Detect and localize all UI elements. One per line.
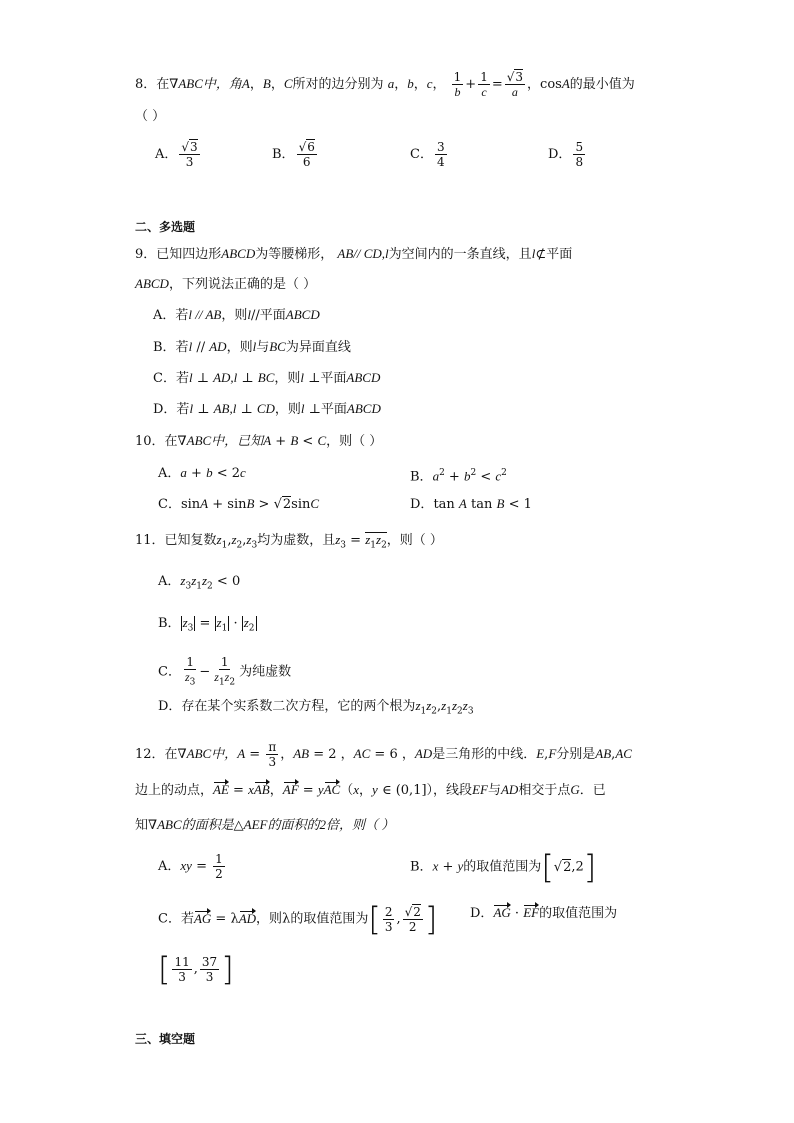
q9-stem: 9．已知四边形ABCD为等腰梯形， AB// CD,l为空间内的一条直线，且l⊄平面 — [135, 246, 573, 262]
q8-stem: 8．在∇ABC中，角A，B，C所对的边分别为 a，b，c， $\frac{1}{b}$ + $\frac{1}{c}$ = √ $\frac{3}{a}$ ，cosA的最小值为 — [135, 70, 635, 99]
section-title: 二、多选题 — [135, 220, 196, 234]
q9-option-c[interactable]: C．若l ⊥ AD,l ⊥ BC，则l ⊥平面ABCD — [153, 370, 381, 386]
q9-option-b[interactable]: B．若l // AD，则l与BC为异面直线 — [153, 339, 351, 355]
q10-stem: 10．在∇ABC中，已知A + B < C，则（ ） — [135, 433, 383, 449]
section-title: 三、填空题 — [135, 1032, 196, 1046]
q10-option-c[interactable]: C．sinA + sinB > √ 2sinC — [158, 495, 319, 514]
q9-option-d[interactable]: D．若l ⊥ AB,l ⊥ CD，则l ⊥平面ABCD — [153, 401, 381, 417]
q12-option-b[interactable]: B．x + y的取值范围为[√ 2,2] — [410, 852, 596, 882]
q11-option-d[interactable]: D．存在某个实系数二次方程，它的两个根为$z_1z_2,z_1z_2z_3$ — [158, 698, 474, 717]
q11-option-b[interactable]: B． $z_3 = z_1 \cdot z_2$ — [158, 615, 255, 634]
q11-stem: 11．已知复数$z_1,z_2,z_3$均为虚数，且$z_3 = z_1z_2$，则（ ） — [135, 532, 443, 551]
q8-option-b[interactable]: B． √ $\frac{6}{6}$ — [272, 140, 319, 169]
q10-option-b[interactable]: B．$a^2 + b^2 < c^2$ — [410, 468, 507, 485]
q9-stem-cont: ABCD，下列说法正确的是（ ） — [135, 276, 317, 292]
q12-option-d[interactable]: D．AG · EF的取值范围为 — [470, 905, 618, 921]
q11-option-c[interactable]: C． $\frac{1}{z_3}$ − $\frac{1}{z_1z_2}$ 为纯虚数 — [158, 655, 292, 688]
q12-stem-line3: 知∇ABC的面积是△AEF的面积的2倍，则（ ） — [135, 817, 395, 833]
q12-stem: 12．在∇ABC中，A = $\frac{\pi}{3}$ ，AB = 2 ，AC = 6 ，AD是三角形的中线．E,F分别是AB,AC — [135, 740, 632, 769]
q12-option-d-range: [ $\frac{11}{3}$ , $\frac{37}{3}$ ] — [158, 950, 234, 988]
q8-paren: （ ） — [135, 109, 166, 124]
q12-option-c[interactable]: C．若AG = λAD，则λ的取值范围为[ $\frac{2}{3}$ , √ $\frac{2}{2}$ ] — [158, 904, 437, 934]
q12-stem-line2: 边上的动点，AE = xAB，AF = yAC（x，y ∈ (0,1]），线段EF与AD相交于点G．已 — [135, 782, 606, 798]
triangle-symbol: ∇ — [169, 77, 179, 92]
q11-option-a[interactable]: A．$z_3z_1z_2 < 0$ — [158, 573, 241, 592]
q10-option-d[interactable]: D．tan A tan B < 1 — [410, 496, 532, 512]
q12-option-a[interactable]: A．xy = $\frac{1}{2}$ — [158, 852, 223, 881]
q8-option-c[interactable]: C． $\frac{3}{4}$ — [410, 140, 445, 169]
q10-option-a[interactable]: A．a + b < 2c — [158, 465, 246, 481]
q8-option-a[interactable]: A． √ $\frac{3}{3}$ — [155, 140, 202, 169]
q8-option-d[interactable]: D． $\frac{5}{8}$ — [548, 140, 584, 169]
q9-option-a[interactable]: A．若l // AB，则l//平面ABCD — [153, 307, 320, 323]
